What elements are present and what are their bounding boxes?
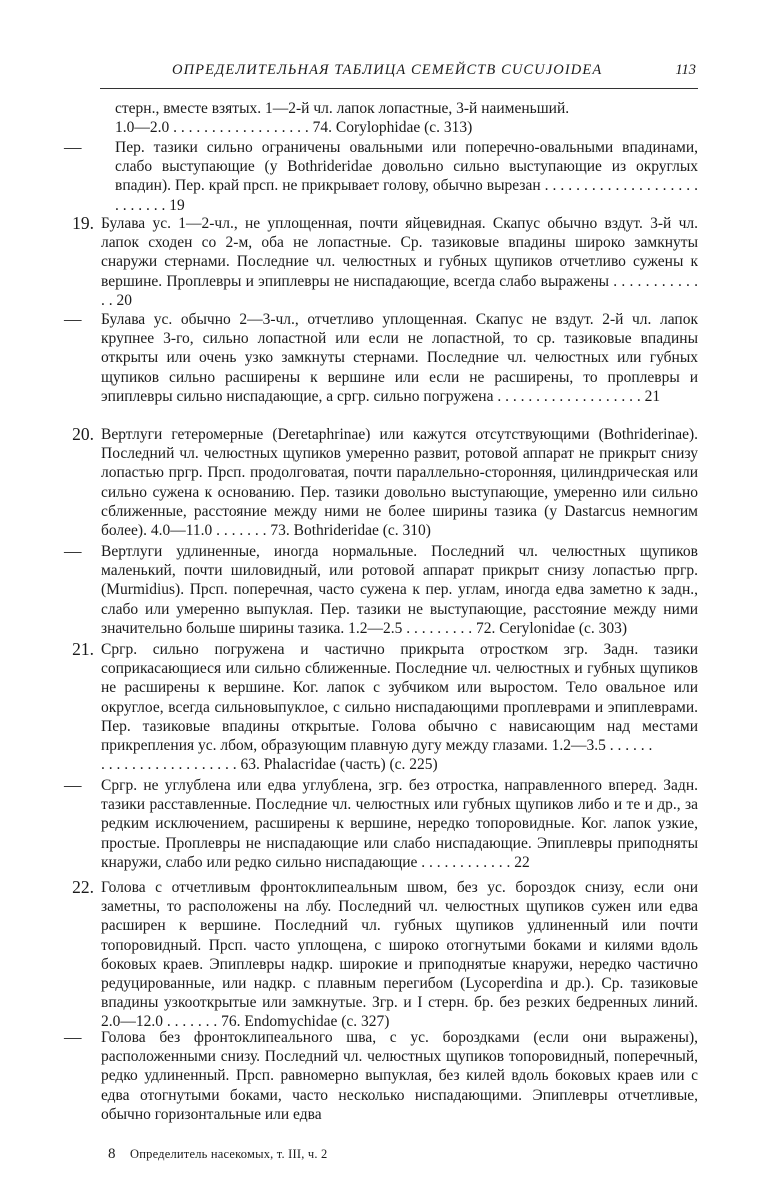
header-title: ОПРЕДЕЛИТЕЛЬНАЯ ТАБЛИЦА СЕМЕЙСТВ CUCUJOIDEA xyxy=(172,62,603,78)
entry-marker: 22. xyxy=(72,877,94,897)
entry-text: Пер. тазики сильно ограничены овальными или поперечно-овальными впадинами, слабо выступающие (у Bothrideridae довольно сильно выступающие из округлых впадин). Пер. край прсп. не прикрывает голову, обычно вырезан . . . . . . . . . . . . . . . . . . . . . . . . . . . 19 xyxy=(115,139,698,214)
entry-marker: — xyxy=(64,309,82,329)
page-footer xyxy=(108,1146,608,1166)
entry-text: стерн., вместе взятых. 1—2-й чл. лапок лопастные, 3-й наименьший. 1.0—2.0 . . . . . . . . . . . . . . . . . . 74. Corylophidae (с. 313) xyxy=(115,100,570,137)
entry-text: Сргр. не углублена или едва углублена, згр. без отростка, направленного вперед. Задн. тазики расставленные. Последние чл. челюстных или губных щупиков либо и те и др., за редким исключением, расширены к вершине, нередко топоровидные. Ког. лапок узкие, простые. Проплевры не ниспадающие или слабо ниспадающие. Эпиплевры приподняты кнаружи, слабо или редко сильно ниспадающие . . . . . . . . . . . . 22 xyxy=(101,777,698,871)
entry-text: Булава ус. 1—2-чл., не уплощенная, почти яйцевидная. Скапус обычно вздут. 3-й чл. лапок сходен со 2-м, оба не лопастные. Ср. тазиковые впадины широко замкнуты снаружи стернами. Последние чл. челюстных и губных щупиков отчетливо сужены к вершине. Проплевры и эпиплевры не ниспадающие, всегда слабо выражены . . . . . . . . . . . . . 20 xyxy=(101,215,698,309)
entry-text: Голова без фронтоклипеального шва, с ус. бороздками (если они выражены), расположенными снизу. Последний чл. челюстных щупиков топоровидный, поперечный, редко удлиненный. Прсп. равномерно выпуклая, без килей вдоль боковых краев или с едва отогнутыми боками, часто несколько ниспадающими. Эпиплевры отчетливые, обычно горизонтальные или едва xyxy=(101,1029,698,1123)
entry-text: Сргр. сильно погружена и частично прикрыта отростком згр. Задн. тазики соприкасающиеся или сильно сближенные. Последние чл. челюстных и губных щупиков не расширены к вершине. Ког. лапок с зубчиком или выростом. Тело овальное или округлое, всегда сильновыпуклое, с сильно ниспадающими проплеврами и эпиплеврами. Пер. тазиковые впадины открытые. Голова обычно с нависающим над местами прикрепления ус. лбом, образующим плавную дугу между глазами. 1.2—3.5 . . . . . . . . . . . . . . . . . . . . . . . . 63. Phalacridae (часть) (с. 225) xyxy=(101,641,698,774)
entry-marker: — xyxy=(64,541,82,561)
signature-mark: 8 xyxy=(108,1146,116,1162)
page-number: 113 xyxy=(675,62,696,78)
entry-marker: — xyxy=(64,137,82,157)
entry-text: Булава ус. обычно 2—3-чл., отчетливо уплощенная. Скапус не вздут. 2-й чл. лапок крупнее 3-го, сильно лопастной или если не лопастной, то ср. тазиковые впадины открыты или очень узко замкнуты стернами. Последние чл. челюстных или губных щупиков сильно расширены к вершине или если не расширены, то проплевры и эпиплевры сильно ниспадающие, а сргр. сильно погружена . . . . . . . . . . . . . . . . . . . 21 xyxy=(101,311,698,405)
header-rule xyxy=(100,88,698,89)
entry-text: Вертлуги удлиненные, иногда нормальные. Последний чл. челюстных щупиков маленький, почти шиловидный, или ротовой аппарат прикрыт снизу лопастью пргр. (Murmidius). Прсп. поперечная, часто сужена к пер. углам, иногда едва заметно к задн., слабо или умеренно выпуклая. Пер. тазики не выступающие, расстояние между ними значительно больше ширины тазика. 1.2—2.5 . . . . . . . . . 72. Cerylonidae (с. 303) xyxy=(101,543,698,637)
entry-marker: 19. xyxy=(72,213,94,233)
entry-marker: 20. xyxy=(72,424,94,444)
footer-source: Определитель насекомых, т. III, ч. 2 xyxy=(130,1147,328,1161)
entry-text: Вертлуги гетеромерные (Deretaphrinae) или кажутся отсутствующими (Bothriderinae). Последний чл. челюстных щупиков умеренно развит, ротовой аппарат не прикрыт снизу лопастью пргр. Прсп. продолговатая, почти параллельно-сторонняя, цилиндрическая или сильно сужена к основанию. Пер. тазики довольно выступающие, умеренно или сильно сближенные, расстояние между ними не более ширины тазика (у Dastarcus немногим более). 4.0—11.0 . . . . . . . 73. Bothrideridae (с. 310) xyxy=(101,426,698,540)
entry-marker: 21. xyxy=(72,639,94,659)
entry-marker: — xyxy=(64,775,82,795)
entry-text: Голова с отчетливым фронтоклипеальным швом, без ус. бороздок снизу, если они заметны, то расположены на лбу. Последний чл. челюстных щупиков сужен или едва расширен к вершине. Последний чл. губных щупиков удлиненный или почти топоровидный. Прсп. часто уплощена, с широко отогнутыми боками и килями вдоль боковых краев. Эпиплевры надкр. широкие и приподнятые кнаружи, нередко частично редуцированные, или надкр. с плавным перегибом (Lycoperdina и др.). Ср. тазиковые впадины узкооткрытые или замкнутые. Згр. и I стерн. бр. без резких бедренных линий. 2.0—12.0 . . . . . . . 76. Endomychidae (с. 327) xyxy=(101,879,698,1031)
running-header xyxy=(172,62,696,84)
entry-marker: — xyxy=(64,1027,82,1047)
